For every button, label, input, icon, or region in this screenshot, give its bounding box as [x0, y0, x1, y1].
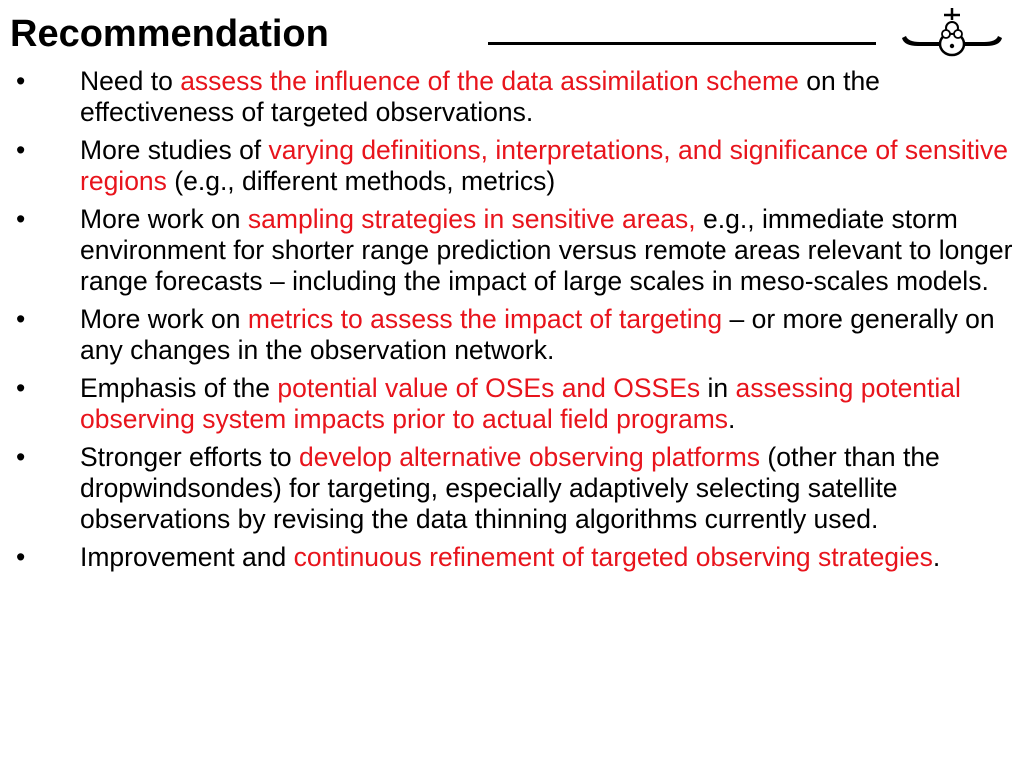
bullet-marker: • — [16, 542, 26, 572]
list-item — [0, 542, 1024, 573]
body-text: on the effectiveness of targeted observations. — [80, 66, 880, 127]
highlighted-text: potential value of OSEs and OSSEs — [277, 373, 701, 403]
body-text: in — [700, 373, 736, 403]
bullet-marker: • — [16, 204, 26, 234]
bullet-marker: • — [16, 373, 26, 403]
highlighted-text: sampling strategies in sensitive areas, — [247, 204, 696, 234]
body-text: Stronger efforts to — [80, 442, 299, 472]
list-item — [0, 204, 1024, 297]
bullet-marker: • — [16, 442, 26, 472]
body-text: More studies of — [80, 135, 269, 165]
list-item — [0, 135, 1024, 197]
bullet-marker: • — [16, 66, 26, 96]
bullet-marker: • — [16, 135, 26, 165]
highlighted-text: assess the influence of the data assimilation scheme — [180, 66, 799, 96]
body-text: Improvement and — [80, 542, 294, 572]
highlighted-text: develop alternative observing platforms — [299, 442, 761, 472]
highlighted-text: assessing potential observing system impacts prior to actual field programs — [80, 373, 961, 434]
body-text: . — [932, 542, 941, 572]
list-item — [0, 442, 1024, 535]
body-text: More work on — [80, 304, 248, 334]
body-text: (other than the dropwindsondes) for targeting, especially adaptively selecting satellite observations by revising the data thinning algorithms currently used. — [80, 442, 940, 534]
list-item — [0, 66, 1024, 128]
bullet-marker: • — [16, 304, 26, 334]
body-text: (e.g., different methods, metrics) — [166, 166, 556, 196]
body-text: . — [728, 404, 736, 434]
body-text: More work on — [80, 204, 248, 234]
body-text: Need to — [80, 66, 181, 96]
highlighted-text: metrics to assess the impact of targeting — [247, 304, 723, 334]
recommendation-list — [0, 66, 1024, 580]
highlighted-text: continuous refinement of targeted observing strategies — [293, 542, 933, 572]
title-underline-rule — [488, 42, 876, 45]
body-text: Emphasis of the — [80, 373, 278, 403]
airplane-icon — [898, 6, 1006, 58]
list-item — [0, 373, 1024, 435]
body-text: – or more generally on any changes in the observation network. — [80, 304, 995, 365]
body-text: e.g., immediate storm environment for shorter range prediction versus remote areas relevant to longer range forecasts – including the impact of large scales in meso-scales models. — [80, 204, 1013, 296]
highlighted-text: varying definitions, interpretations, and significance of sensitive regions — [80, 135, 1008, 196]
slide-title: Recommendation — [10, 13, 329, 55]
list-item — [0, 304, 1024, 366]
